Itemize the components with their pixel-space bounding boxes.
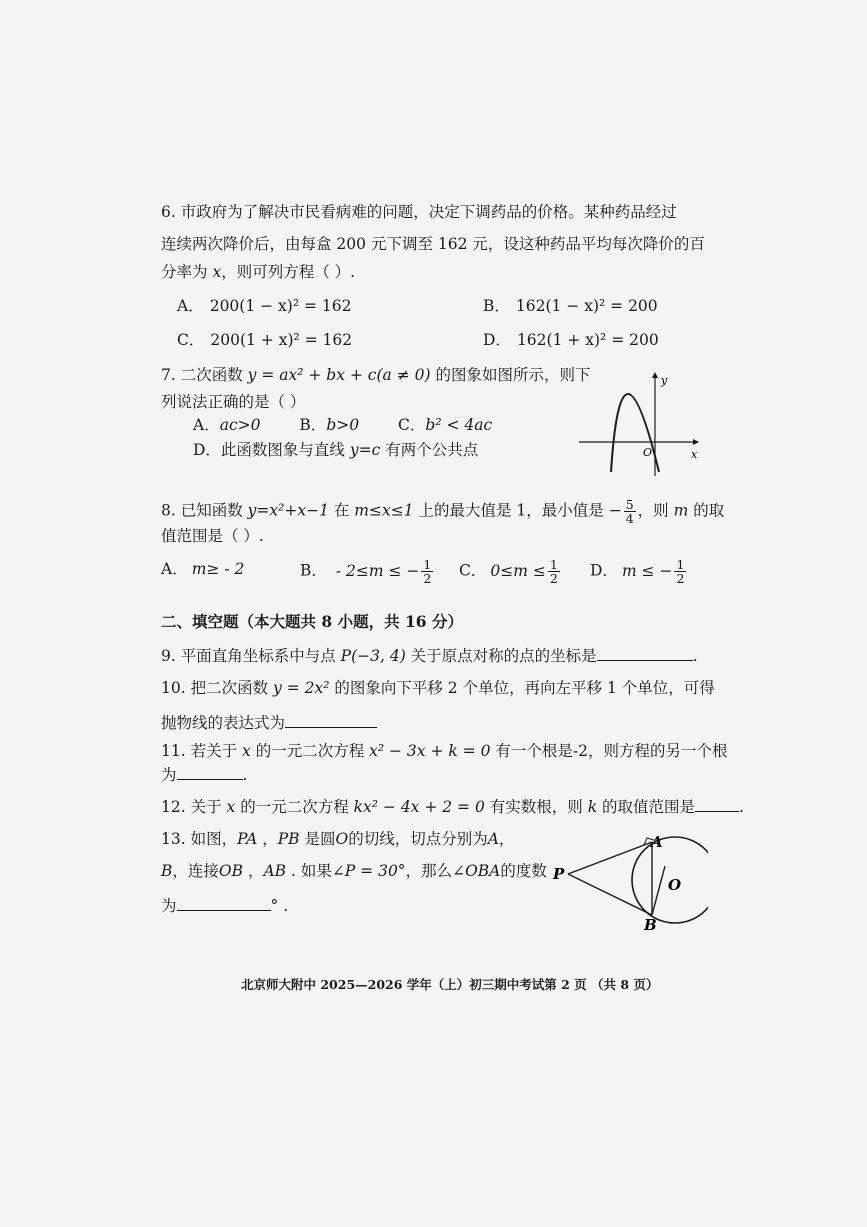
q13-segment-pb: PB bbox=[277, 830, 300, 848]
q10-line2 bbox=[161, 713, 377, 732]
fraction-numerator: 1 bbox=[676, 557, 685, 572]
fraction-denominator: 2 bbox=[549, 571, 558, 587]
q11-answer-blank bbox=[177, 766, 243, 780]
q7-option-a-expr: ac>0 bbox=[219, 416, 261, 434]
q7-parabola-graph bbox=[575, 368, 705, 480]
q8-function-expr: y=x²+x−1 bbox=[247, 501, 329, 520]
q6-option-b-label: B． bbox=[483, 297, 510, 315]
q8-option-b-half bbox=[421, 558, 433, 585]
q13-line1-post: 的切线，切点分别为 bbox=[348, 830, 488, 848]
q13-answer-blank bbox=[177, 896, 271, 911]
q13-segment-pa: PA bbox=[237, 830, 258, 848]
q6-option-d bbox=[483, 333, 659, 349]
q13-segment-ob: OB bbox=[218, 862, 244, 880]
q6-option-c-label: C． bbox=[177, 331, 205, 349]
q13-line3 bbox=[161, 896, 288, 915]
q8-option-b-label: B． bbox=[300, 561, 327, 580]
q10-line1-post: 的图象向下平移 2 个单位，再向左平移 1 个单位，可得 bbox=[329, 679, 715, 697]
q9-point: P(−3, 4) bbox=[340, 647, 406, 665]
q13-line3-text: 为 bbox=[161, 897, 177, 915]
q6-line3 bbox=[161, 265, 355, 281]
q7-line1-post: 的图象如图所示，则下 bbox=[430, 366, 591, 384]
figure-label-b: B bbox=[644, 916, 657, 934]
q7-function-expr: y = ax² + bx + c(a ≠ 0) bbox=[247, 366, 431, 384]
x-axis-arrow-icon bbox=[693, 439, 699, 445]
q11-equation-expr: x² − 3x + k = 0 bbox=[369, 742, 491, 760]
q9-post: 关于原点对称的点的坐标是 bbox=[405, 647, 597, 665]
q8-option-a bbox=[161, 562, 244, 578]
q7-option-d-pre: D．此函数图象与直线 bbox=[193, 441, 350, 459]
fraction-numerator: 1 bbox=[423, 557, 432, 572]
q8-line1-pre: 8. 已知函数 bbox=[161, 501, 248, 520]
q8-line1-post2: 的取 bbox=[688, 501, 725, 520]
fraction-denominator: 2 bbox=[423, 571, 432, 587]
q11-line2-text: 为 bbox=[161, 766, 177, 784]
q7-option-a-label: A． bbox=[193, 416, 220, 434]
q13-line2-end: 的度数 bbox=[500, 862, 547, 880]
q11-var-x: x bbox=[242, 742, 251, 760]
q6-option-b-expr: 162(1 − x)² = 200 bbox=[515, 297, 658, 315]
q6-line3-post: ，则可列方程（ ）. bbox=[221, 263, 356, 281]
q7-option-d bbox=[193, 443, 478, 459]
q7-option-d-expr: y=c bbox=[349, 441, 381, 459]
q7-options-abc bbox=[193, 418, 492, 434]
q12-pre: 12. 关于 bbox=[161, 798, 227, 816]
q7-option-b-label: B． bbox=[299, 416, 327, 434]
x-axis-label: x bbox=[691, 448, 698, 461]
q12-var-k: k bbox=[587, 798, 598, 816]
tangent-pb bbox=[568, 874, 652, 915]
q9-answer-blank bbox=[597, 646, 693, 661]
y-axis-label: y bbox=[661, 374, 668, 387]
q12 bbox=[161, 797, 744, 816]
tangent-pa bbox=[568, 842, 652, 874]
q8-option-d-expr: m ≤ − bbox=[621, 561, 673, 580]
q7-line2: 列说法正确的是（ ） bbox=[161, 393, 306, 411]
q8-line1 bbox=[161, 498, 724, 525]
q6-line1: 6. 市政府为了解决市民看病难的问题，决定下调药品的价格。某种药品经过 bbox=[161, 203, 677, 221]
figure-label-a: A bbox=[651, 833, 663, 851]
q8-option-c-label: C． bbox=[459, 561, 487, 580]
q13-line2-sep: ， bbox=[243, 862, 264, 880]
q13-sep: ， bbox=[257, 830, 278, 848]
q13-line2 bbox=[161, 864, 547, 880]
q8-option-d-label: D． bbox=[590, 561, 618, 580]
q12-end: . bbox=[739, 798, 744, 816]
q8-fraction-five-quarters bbox=[624, 498, 636, 525]
q6-option-d-expr: 162(1 + x)² = 200 bbox=[516, 331, 659, 349]
q13-line2-mid: ，连接 bbox=[172, 862, 219, 880]
q7-option-b-expr: b>0 bbox=[326, 416, 360, 434]
q10-function-expr: y = 2x² bbox=[273, 679, 330, 697]
q8-line1-post1: ，则 bbox=[637, 501, 674, 520]
q11-line1-post: 有一个根是-2，则方程的另一个根 bbox=[490, 742, 728, 760]
q6-option-a-expr: 200(1 − x)² = 162 bbox=[209, 297, 352, 315]
q8-range-expr: m≤x≤1 bbox=[354, 501, 414, 520]
section-fill-in-blank-heading: 二、填空题（本大题共 8 小题，共 16 分） bbox=[161, 612, 463, 631]
fraction-numerator: 5 bbox=[625, 497, 634, 512]
q6-var-x: x bbox=[212, 263, 222, 281]
parabola-curve bbox=[611, 394, 659, 472]
q8-option-c-half bbox=[548, 558, 560, 585]
q13-circle-o: O bbox=[335, 830, 349, 848]
q12-post: 的取值范围是 bbox=[597, 798, 696, 816]
q10-line1 bbox=[161, 681, 715, 697]
q6-line3-pre: 分率为 bbox=[161, 263, 213, 281]
q8-option-d-half bbox=[674, 558, 686, 585]
y-axis-arrow-icon bbox=[652, 372, 658, 378]
fraction-denominator: 4 bbox=[625, 511, 634, 527]
q6-option-c-expr: 200(1 + x)² = 162 bbox=[210, 331, 353, 349]
q6-option-a-label: A． bbox=[177, 297, 204, 315]
q9 bbox=[161, 646, 698, 665]
q11-line1-mid: 的一元二次方程 bbox=[250, 742, 370, 760]
q13-angle-oba: ∠OBA bbox=[452, 862, 501, 880]
q13-segment-ab: AB bbox=[263, 862, 287, 880]
q8-option-d bbox=[590, 558, 688, 585]
q12-var-x: x bbox=[226, 798, 236, 816]
q8-var-m: m bbox=[673, 501, 689, 520]
figure-label-p: P bbox=[553, 865, 565, 883]
q7-line1-pre: 7. 二次函数 bbox=[161, 366, 248, 384]
q8-option-a-label: A． bbox=[161, 560, 188, 578]
q13-angle-p: ∠P = 30° bbox=[331, 862, 406, 880]
q11-line1-pre: 11. 若关于 bbox=[161, 742, 243, 760]
q8-option-c-expr: 0≤m ≤ bbox=[490, 561, 546, 580]
q13-line1-pre: 13. 如图， bbox=[161, 830, 238, 848]
q13-line2-post2: ，那么 bbox=[405, 862, 453, 880]
q13-circle-tangent-figure bbox=[548, 830, 708, 934]
q9-end: . bbox=[692, 647, 698, 665]
q8-line2: 值范围是（ ）. bbox=[161, 527, 264, 545]
q8-option-a-expr: m≥ - 2 bbox=[191, 560, 245, 578]
q13-line2-post: . 如果 bbox=[286, 862, 332, 880]
q12-mid: 的一元二次方程 bbox=[235, 798, 354, 816]
q13-point-a: A bbox=[487, 830, 499, 848]
q7-option-d-post: 有两个公共点 bbox=[380, 441, 479, 459]
q7-option-c-expr: b² < 4ac bbox=[425, 416, 493, 434]
q6-option-b bbox=[483, 299, 658, 315]
q12-mid2: 有实数根，则 bbox=[484, 798, 588, 816]
figure-label-o: O bbox=[668, 876, 682, 894]
q13-line3-end: ° . bbox=[270, 897, 289, 915]
q13-line1 bbox=[161, 832, 514, 848]
radius-ob bbox=[652, 866, 665, 915]
q6-option-a bbox=[177, 299, 351, 315]
q10-answer-blank bbox=[285, 713, 377, 728]
q8-option-b bbox=[300, 558, 435, 585]
q8-option-c bbox=[459, 558, 562, 585]
q8-option-b-expr: - 2≤m ≤ − bbox=[330, 561, 420, 580]
q11-line2 bbox=[161, 766, 247, 784]
q8-line1-mid2: 上的最大值是 1，最小值是 − bbox=[413, 501, 622, 520]
q11-end: . bbox=[242, 766, 248, 784]
q6-option-d-label: D． bbox=[483, 331, 511, 349]
origin-label: O bbox=[643, 446, 653, 459]
q6-option-c bbox=[177, 333, 352, 349]
q10-line1-pre: 10. 把二次函数 bbox=[161, 679, 274, 697]
q11-line1 bbox=[161, 744, 728, 760]
q13-line1-end: ， bbox=[498, 830, 515, 848]
q13-point-b: B bbox=[161, 862, 173, 880]
q10-line2-text: 抛物线的表达式为 bbox=[161, 714, 286, 732]
q9-pre: 9. 平面直角坐标系中与点 bbox=[161, 647, 341, 665]
q8-line1-mid1: 在 bbox=[328, 501, 355, 520]
page-footer: 北京师大附中 2025—2026 学年（上）初三期中考试第 2 页 （共 8 页） bbox=[241, 977, 659, 992]
q12-equation-expr: kx² − 4x + 2 = 0 bbox=[353, 798, 485, 816]
q6-line2: 连续两次降价后，由每盒 200 元下调至 162 元，设这种药品平均每次降价的百 bbox=[161, 235, 705, 253]
q12-answer-blank bbox=[695, 797, 739, 812]
fraction-denominator: 2 bbox=[676, 571, 685, 587]
q13-line1-mid: 是圆 bbox=[299, 830, 336, 848]
q7-option-c-label: C． bbox=[398, 416, 426, 434]
q7-line1 bbox=[161, 368, 590, 384]
fraction-numerator: 1 bbox=[549, 557, 558, 572]
